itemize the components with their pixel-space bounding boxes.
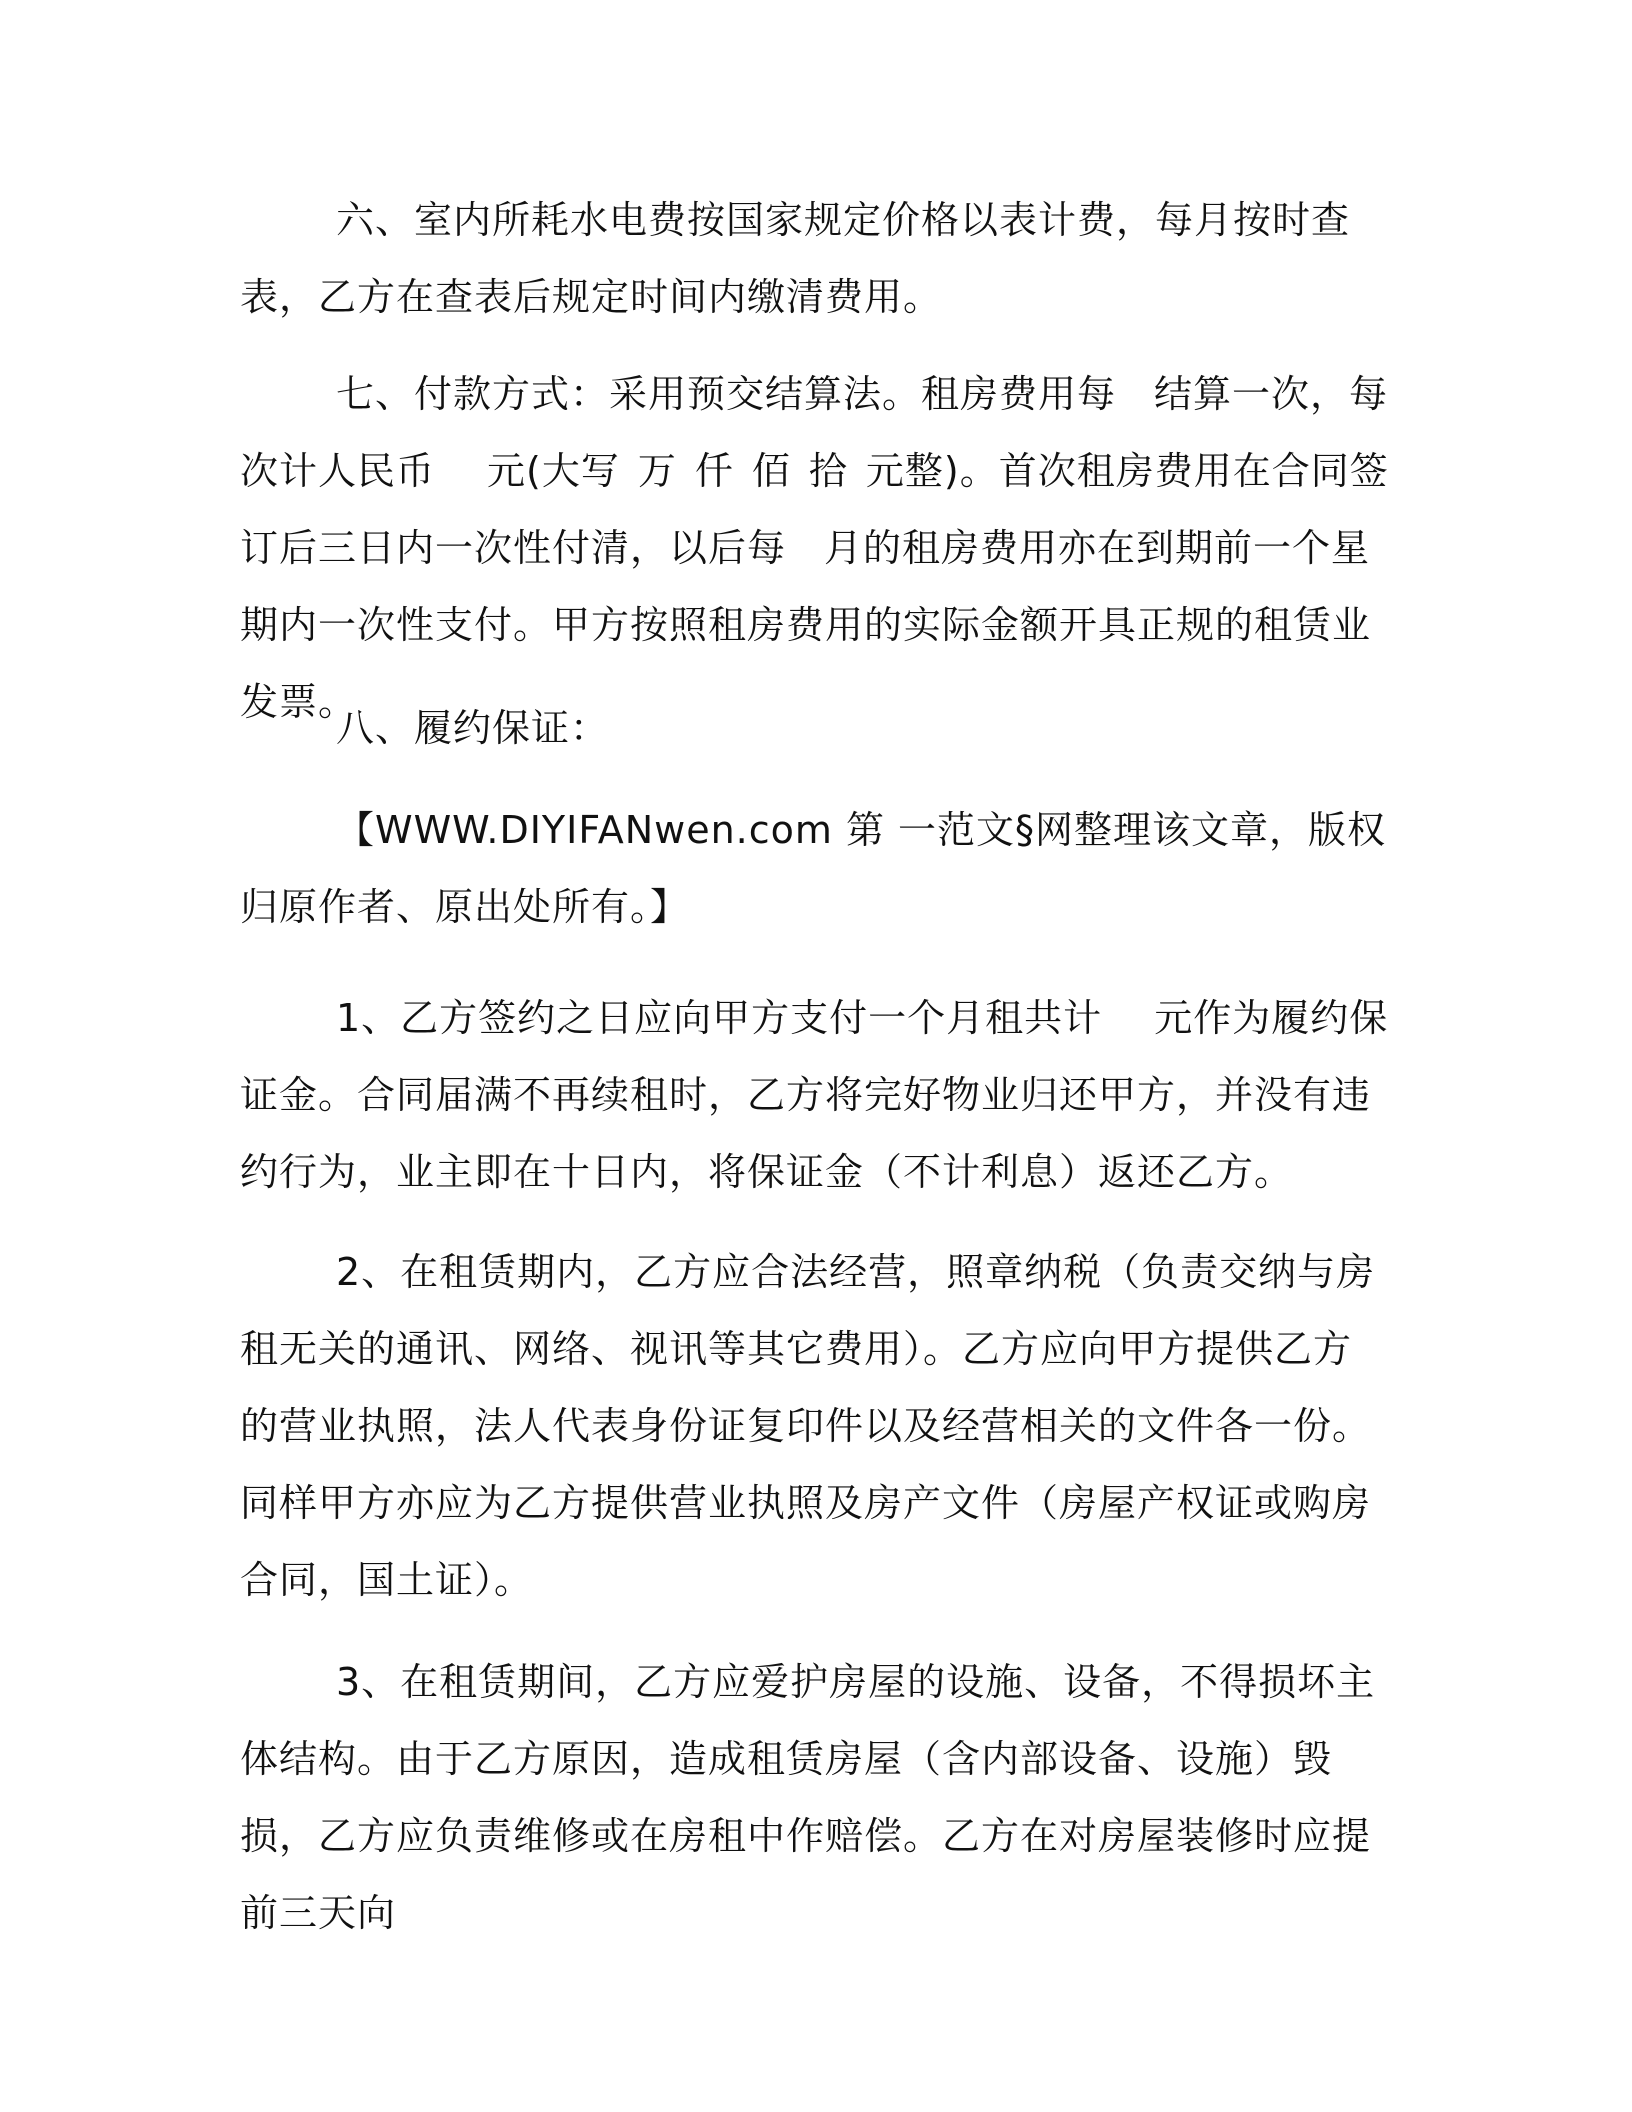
clause-six-paragraph [240,182,1390,336]
clause-eight-heading [240,690,1390,767]
guarantee-item-two [240,1234,1390,1619]
clause-seven-text-h: 元整)。首次租房费用在合同签订后三日内一次性付清，以后每 [240,449,1389,570]
clause-seven-text-f: 佰 [751,449,791,493]
clause-eight-text: 八、履约保证： [336,706,610,750]
clause-six-text: 六、室内所耗水电费按国家规定价格以表计费，每月按时查表，乙方在查表后规定时间内缴清费用。 [240,198,1351,319]
source-watermark-text: 【WWW.DIYIFANwen.com 第 一范文§网整理该文章，版权归原作者、原出处所有。】 [240,808,1387,929]
clause-seven-text-c: 元(大写 [487,449,620,493]
guarantee-item-three-text: 3、在租赁期间，乙方应爱护房屋的设施、设备，不得损坏主体结构。由于乙方原因，造成租赁房屋（含内部设备、设施）毁损，乙方应负责维修或在房租中作赔偿。乙方在对房屋装修时应提前三天向 [240,1660,1376,1935]
clause-seven-text-b: 结算一次，每次计人民币 [240,372,1389,493]
clause-seven-text-d: 万 [637,449,677,493]
guarantee-item-two-text: 2、在租赁期内，乙方应合法经营，照章纳税（负责交纳与房租无关的通讯、网络、视讯等其它费用）。乙方应向甲方提供乙方的营业执照，法人代表身份证复印件以及经营相关的文件各一份。同样甲方亦应为乙方提供营业执照及房产文件（房屋产权证或购房合同，国土证）。 [240,1250,1376,1602]
clause-seven-paragraph [240,356,1390,741]
guarantee-item-one [240,980,1390,1211]
clause-seven-text-g: 拾 [808,449,848,493]
guarantee-item-one-text-b: 元作为履约保证金。合同届满不再续租时，乙方将完好物业归还甲方，并没有违约行为，业主即在十日内，将保证金（不计利息）返还乙方。 [240,996,1389,1194]
guarantee-item-three [240,1644,1390,1952]
clause-seven-text-i: 月的租房费用亦在到期前一个星期内一次性支付。甲方按照租房费用的实际金额开具正规的租赁业发票。 [240,526,1372,724]
clause-seven-text-e: 仟 [694,449,734,493]
source-watermark-paragraph [240,792,1390,946]
clause-seven-text-a: 七、付款方式：采用预交结算法。租房费用每 [336,372,1117,416]
guarantee-item-one-text-a: 1、乙方签约之日应向甲方支付一个月租共计 [336,996,1103,1040]
